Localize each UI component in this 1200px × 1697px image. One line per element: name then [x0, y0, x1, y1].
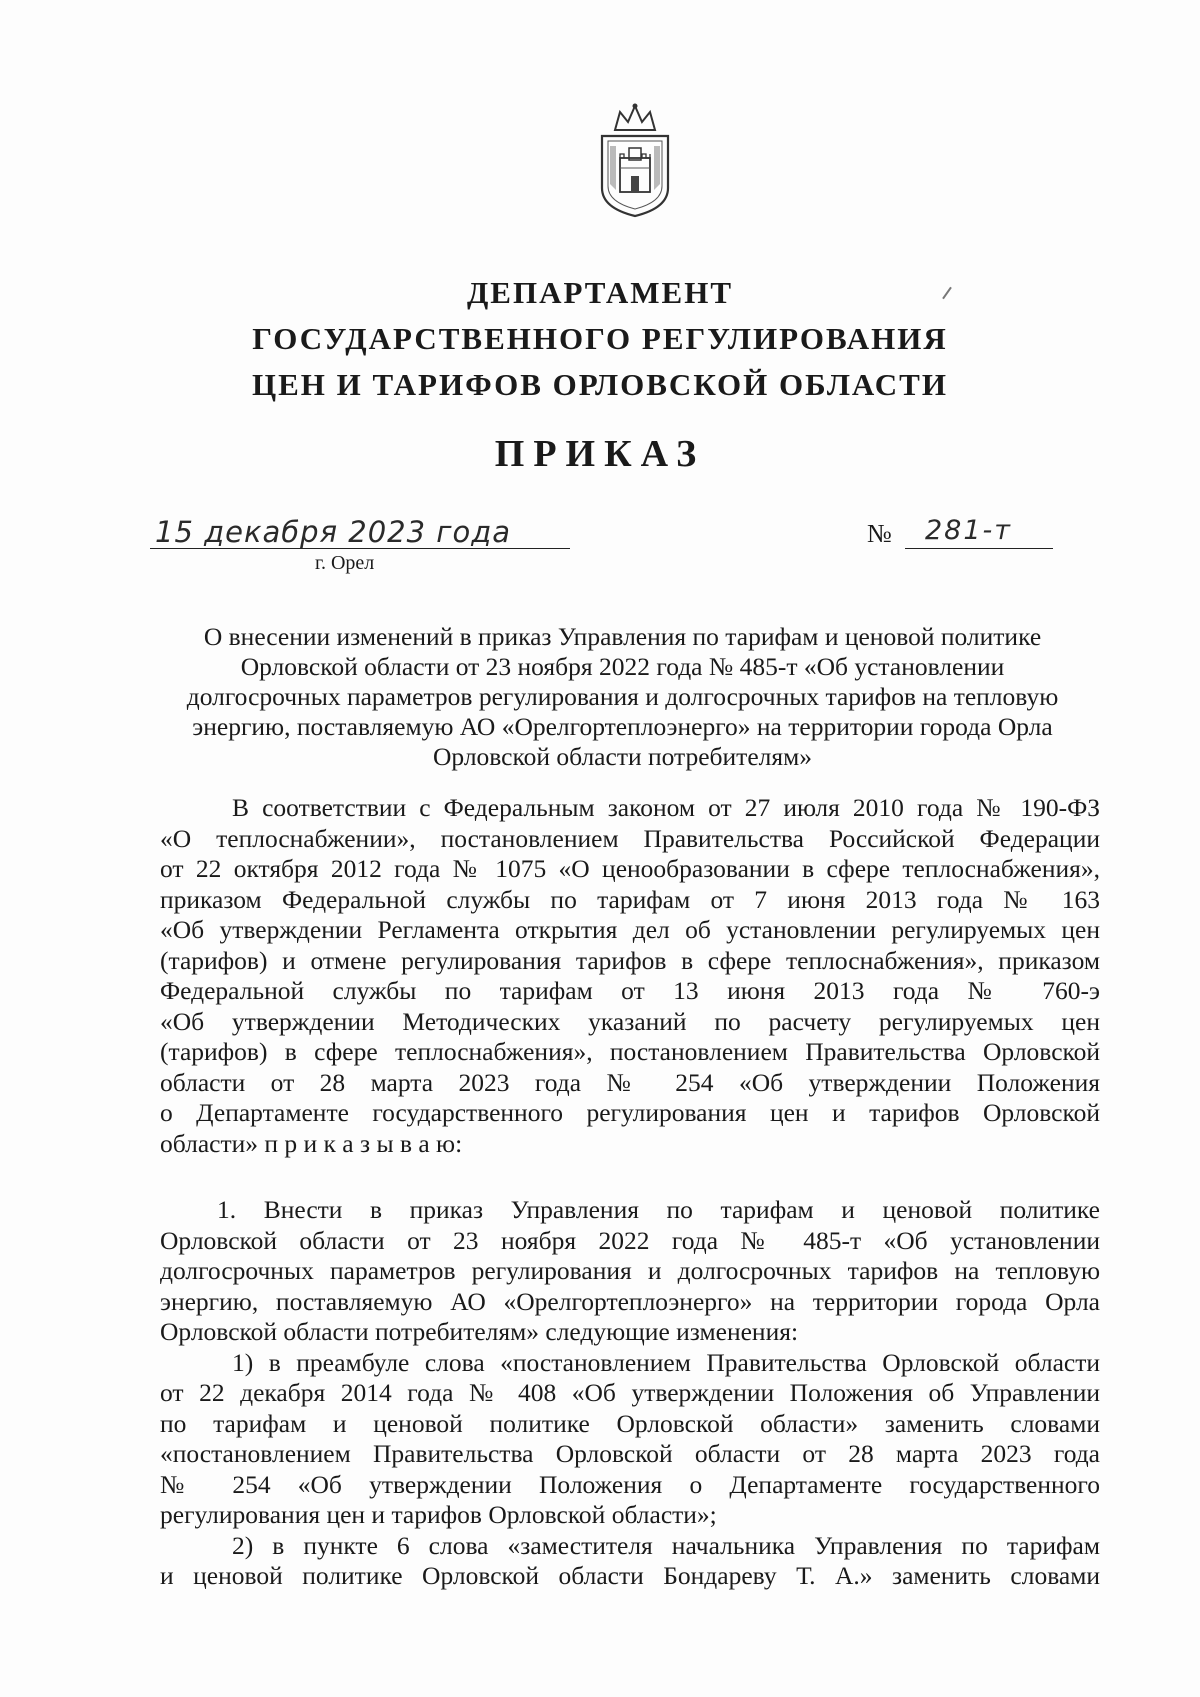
text-line: о Департаменте государственного регулирования цен и тарифов Орловской — [160, 1098, 1100, 1127]
text-line: области» п р и к а з ы в а ю: — [160, 1128, 463, 1158]
number-label: № — [867, 519, 892, 548]
text-line: «Об утверждении Методических указаний по расчету регулируемых цен — [160, 1006, 1100, 1036]
preamble-paragraph — [160, 793, 1100, 1159]
text-line: «постановлением Правительства Орловской области от 28 марта 2023 года — [160, 1439, 1100, 1468]
text-line: Орловской области от 23 ноября 2022 года № 485-т «Об установлении — [160, 1225, 1100, 1255]
subject-line: О внесении изменений в приказ Управления по тарифам и ценовой политике — [203, 622, 1042, 651]
subject-line: долгосрочных параметров регулирования и долгосрочных тарифов на тепловую — [186, 682, 1059, 711]
text-line: области от 28 марта 2023 года № 254 «Об утверждении Положения — [160, 1067, 1100, 1097]
text-line: «Об утверждении Регламента открытия дел об установлении регулируемых цен — [160, 915, 1100, 944]
text-line: 1) в преамбуле слова «постановлением Правительства Орловской области — [232, 1347, 1100, 1377]
text-line: энергию, поставляемую АО «Орелгортеплоэнерго» на территории города Орла — [160, 1286, 1100, 1316]
department-title-line-3: ЦЕН И ТАРИФОВ ОРЛОВСКОЙ ОБЛАСТИ — [252, 367, 948, 402]
subject-line: энергию, поставляемую АО «Орелгортеплоэнерго» на территории города Орла — [192, 712, 1053, 741]
text-line: регулирования цен и тарифов Орловской области»; — [160, 1500, 717, 1529]
text-line: № 254 «Об утверждении Положения о Департаменте государственного — [160, 1469, 1100, 1499]
text-line: и ценовой политике Орловской области Бондареву Т. А.» заменить словами — [160, 1561, 1100, 1590]
number-underline — [905, 548, 1053, 549]
subject-line: Орловской области от 23 ноября 2022 года № 485-т «Об установлении — [240, 652, 1005, 681]
subject-line: Орловской области потребителям» — [432, 742, 812, 771]
handwritten-date: 15 декабря 2023 года — [155, 515, 512, 549]
text-line: от 22 октября 2012 года № 1075 «О ценообразовании в сфере теплоснабжения», — [160, 854, 1100, 883]
handwritten-number: 281-т — [925, 515, 1013, 546]
department-title-line-2: ГОСУДАРСТВЕННОГО РЕГУЛИРОВАНИЯ — [252, 321, 948, 356]
text-line: Федеральной службы по тарифам от 13 июня 2013 года № 760-э — [160, 976, 1100, 1005]
text-line: (тарифов) и отмене регулирования тарифов в сфере теплоснабжения», приказом — [160, 945, 1100, 975]
item-1-paragraph — [160, 1195, 1100, 1592]
coat-of-arms-icon — [580, 100, 690, 220]
text-line: Орловской области потребителям» следующие изменения: — [160, 1317, 799, 1346]
text-line: приказом Федеральной службы по тарифам от 7 июня 2013 года № 163 — [160, 884, 1100, 914]
department-title-line-1: ДЕПАРТАМЕНТ — [466, 275, 734, 310]
text-line: долгосрочных параметров регулирования и долгосрочных тарифов на тепловую — [160, 1256, 1100, 1285]
text-line: (тарифов) в сфере теплоснабжения», постановлением Правительства Орловской — [160, 1037, 1100, 1066]
text-line: 2) в пункте 6 слова «заместителя начальника Управления по тарифам — [232, 1530, 1100, 1560]
city-label: г. Орел — [315, 552, 375, 574]
document-subject — [150, 622, 1095, 772]
text-line: от 22 декабря 2014 года № 408 «Об утверждении Положения об Управлении — [160, 1378, 1100, 1407]
text-line: В соответствии с Федеральным законом от 27 июля 2010 года № 190-ФЗ — [232, 793, 1100, 822]
text-line: 1. Внести в приказ Управления по тарифам и ценовой политике — [217, 1195, 1100, 1224]
document-type: ПРИКАЗ — [494, 433, 706, 475]
text-line: по тарифам и ценовой политике Орловской области» заменить словами — [160, 1408, 1100, 1438]
text-line: «О теплоснабжении», постановлением Правительства Российской Федерации — [160, 823, 1100, 853]
